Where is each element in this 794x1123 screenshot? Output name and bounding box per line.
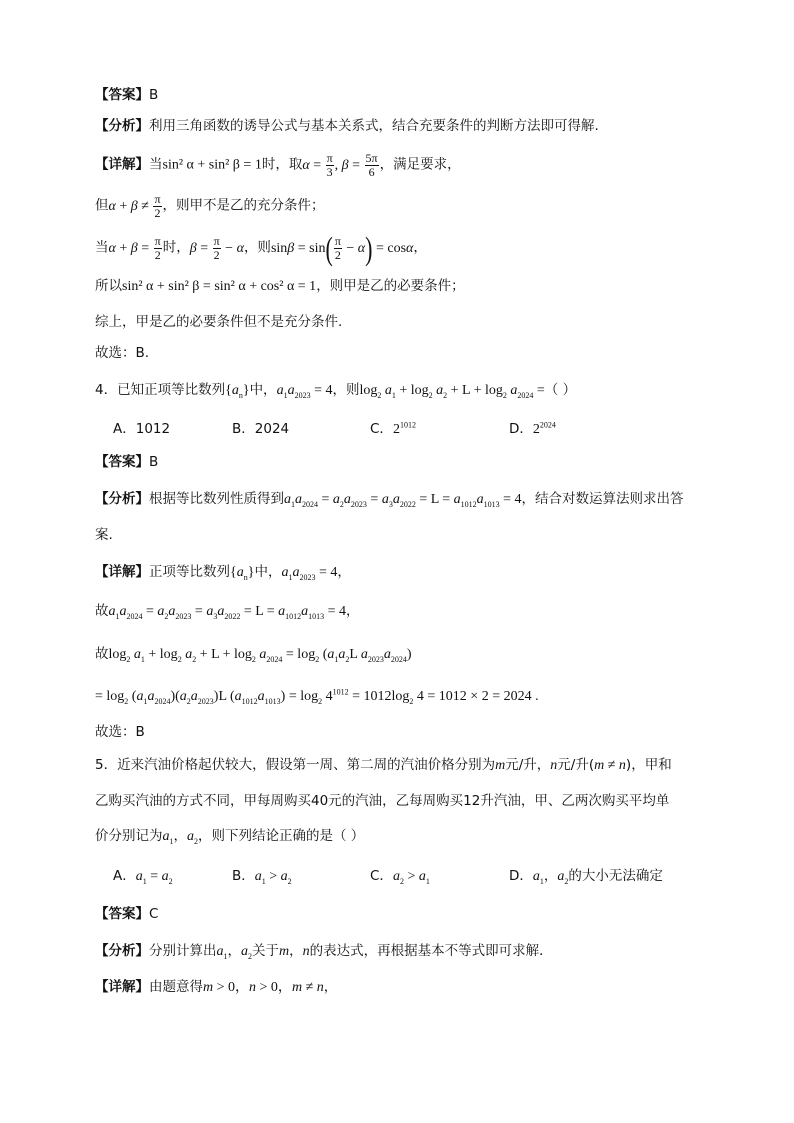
q4-detail-line-5: 故选：B (95, 724, 145, 740)
math: $\{a_n\}$ (230, 565, 255, 582)
q4-analysis-line-1: 【分析】根据等比数列性质得到$a_1a_{2024} = a_2a_{2023} = a_3a_{2022} = L = a_{1012}a_{1013} = 4$，结合对数运算法则求出答 (95, 491, 684, 509)
math: $a_1$ (162, 829, 174, 846)
math: m ≠ n (594, 758, 626, 773)
math: $a_2$ (241, 944, 252, 961)
math: $a_1a_{2024} = a_2a_{2023} = a_3a_{2022} = L = a_{1012}a_{1013} = 4$ (284, 492, 522, 509)
math: $\log_2 a_1 + \log_2 a_2 + L + \log_2 a_{2024} = \log_2 (a_1a_2L$ $a_{2023}a_{2024}$) (108, 647, 412, 664)
q5-option-d: D．$a_1$，$a_2$的大小无法确定 (509, 868, 663, 886)
math: m (279, 944, 290, 959)
analysis-label: 【分析】 (95, 118, 149, 134)
q4-stem: 4．已知正项等比数列$\{a_n\}$中，$a_1a_{2023} = 4$，则$\log_2 a_1 + \log_2 a_2 + L + \log_2 a_{2024}$ =（ ） (95, 382, 577, 400)
q4-detail-line-2: 故$a_1a_{2024} = a_2a_{2023} = a_3a_{2022} = L = a_{1012}a_{1013} = 4$， (95, 603, 360, 621)
q3-detail-line-4: 所以sin² α + sin² β = sin² α + cos² α = 1，则甲是乙的必要条件； (95, 278, 465, 294)
detail-label: 【详解】 (95, 156, 149, 173)
math: $a_1a_{2023} = 4$ (276, 383, 333, 400)
math: n (302, 944, 310, 959)
math: m (495, 758, 506, 773)
q3-detail-line-3: 当α + β = $\frac{\pi}{2}$ 时，β = $\frac{\pi}{2}$ − α，则sinβ = sin( $\frac{\pi}{2}$ − α) = cosα， (95, 229, 427, 267)
detail-label: 【详解】 (95, 979, 149, 995)
q4-option-a: A．1012 (113, 421, 171, 437)
answer-label: 【答案】 (95, 454, 149, 470)
q5-option-b: B．$a_1 > a_2$ (232, 868, 292, 886)
q4-detail-line-1: 【详解】正项等比数列$\{a_n\}$中，$a_1a_{2023} = 4$， (95, 564, 351, 582)
math: $\log_2 a_1 + \log_2 a_2 + L + \log_2 a_{2024}$ = (359, 383, 545, 400)
q5-stem-line-1: 5．近来汽油价格起伏较大，假设第一周、第二周的汽油价格分别为m元/升，n元/升(m ≠ n)，甲和 (95, 757, 672, 773)
math: α + β = $\frac{\pi}{2}$ (108, 234, 161, 262)
q5-stem-line-3: 价分别记为$a_1$，$a_2$，则下列结论正确的是（ ） (95, 828, 365, 846)
q4-option-d: D．$2^{2024}$ (509, 420, 556, 437)
q4-answer: B (149, 454, 159, 470)
q3-analysis-text: 利用三角函数的诱导公式与基本关系式，结合充要条件的判断方法即可得解. (149, 118, 599, 134)
math: = $\log_2 (a_1a_{2024})(a_2a_{2023})L$ $(a_{1012}a_{1013}) = \log_2 4^{1012} = 1012\log_2$ 4 = 1012 × 2 = 2024 . (95, 687, 539, 706)
q5-option-a: A．$a_1 = a_2$ (113, 868, 173, 886)
math: sin² α + sin² β = sin² α + cos² α = 1 (122, 279, 317, 294)
math: $a_1a_{2023} = 4$ (281, 565, 338, 582)
analysis-label: 【分析】 (95, 491, 149, 507)
math: m > 0，n > 0，m ≠ n (203, 980, 324, 995)
q4-answer-line (95, 452, 158, 472)
q3-detail-line-1: 【详解】当sin² α + sin² β = 1时，取α = $\frac{\pi}{3}$ , β = $\frac{5\pi}{6}$ ，满足要求， (95, 151, 461, 179)
answer-label: 【答案】 (95, 87, 149, 103)
q4-detail-line-4 (95, 686, 539, 707)
q3-detail-line-2: 但α + β ≠ $\frac{\pi}{2}$ ，则甲不是乙的充分条件； (95, 192, 325, 220)
analysis-label: 【分析】 (95, 943, 149, 959)
q4-option-c: C．$2^{1012}$ (370, 420, 416, 437)
math: sinβ = sin( $\frac{\pi}{2}$ − α) = cosα (270, 229, 414, 267)
q3-answer-line (95, 85, 158, 105)
q5-answer: C (149, 906, 159, 922)
q3-detail-line-6: 故选：B. (95, 345, 150, 361)
q5-option-c: C．$a_2 > a_1$ (370, 868, 430, 886)
q4-option-b: B．2024 (232, 421, 290, 437)
q3-detail-line-5: 综上，甲是乙的必要条件但不是充分条件. (95, 314, 343, 330)
q5-analysis-line: 【分析】分别计算出$a_1$，$a_2$关于m，n的表达式，再根据基本不等式即可求解． (95, 943, 553, 961)
math: sin² α + sin² β = 1 (162, 157, 262, 173)
answer-label: 【答案】 (95, 906, 149, 922)
q4-analysis-line-2: 案. (95, 527, 113, 543)
q4-detail-line-3: 故$\log_2 a_1 + \log_2 a_2 + L + \log_2 a_{2024} = \log_2 (a_1a_2L$ $a_{2023}a_{2024}$) (95, 646, 412, 664)
q5-answer-line (95, 904, 158, 924)
math: $\{a_n\}$ (225, 383, 250, 400)
math: $a_1$ (216, 944, 228, 961)
q3-answer: B (149, 87, 159, 103)
math: $a_1a_{2024} = a_2a_{2023} = a_3a_{2022} = L = a_{1012}a_{1013} = 4$ (108, 604, 347, 621)
q5-stem-line-2: 乙购买汽油的方式不同，甲每周购买40元的汽油，乙每周购买12升汽油，甲、乙两次购买平均单 (95, 793, 670, 809)
detail-label: 【详解】 (95, 564, 149, 580)
math: n (550, 758, 558, 773)
q3-analysis-line (95, 116, 599, 136)
math: $a_2$ (187, 829, 198, 846)
math: β = $\frac{\pi}{2}$ − α (189, 234, 244, 262)
q5-detail-line-1: 【详解】由题意得m > 0，n > 0，m ≠ n， (95, 979, 338, 995)
math: α + β ≠ $\frac{\pi}{2}$ (108, 192, 161, 220)
math: α = $\frac{\pi}{3}$ , β = $\frac{5\pi}{6}$ (302, 151, 378, 179)
